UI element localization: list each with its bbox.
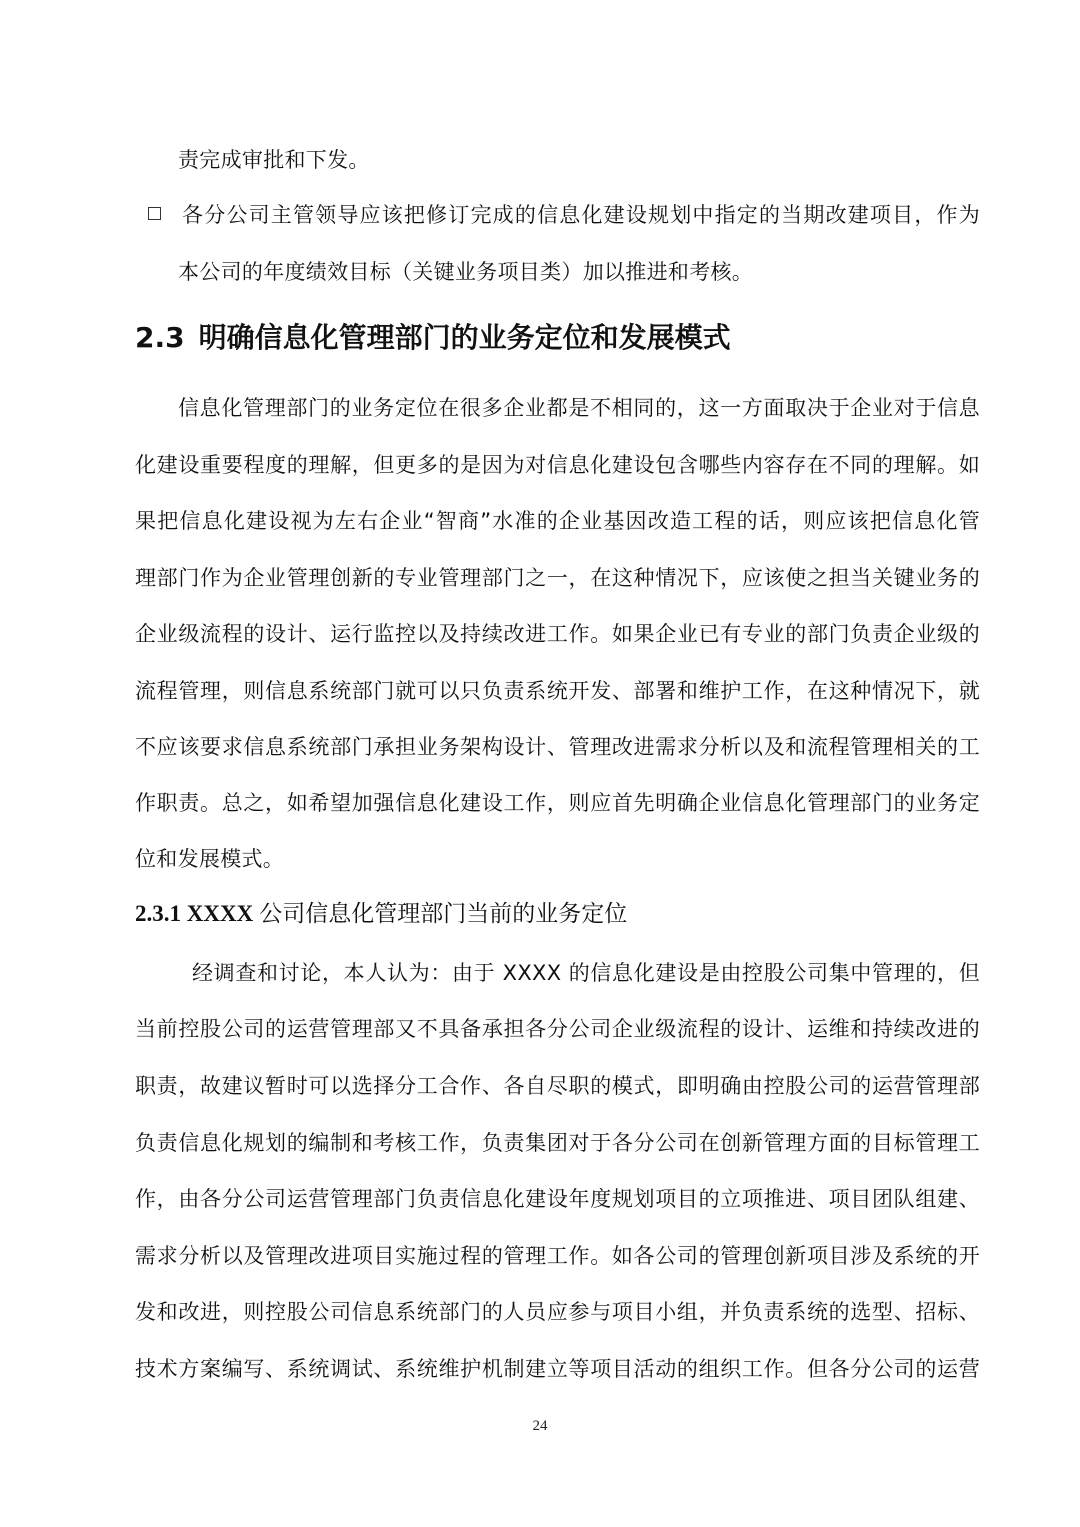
text-line: 需求分析以及管理改进项目实施过程的管理工作。如各公司的管理创新项目涉及系统的开 — [135, 1244, 980, 1268]
section-title: 明确信息化管理部门的业务定位和发展模式 — [198, 321, 731, 354]
text-line: 本公司的年度绩效目标（关键业务项目类）加以推进和考核。 — [178, 260, 754, 284]
checkbox-bullet-icon — [148, 207, 161, 220]
text-line: 发和改进，则控股公司信息系统部门的人员应参与项目小组，并负责系统的选型、招标、 — [135, 1300, 980, 1324]
text-line: 技术方案编写、系统调试、系统维护机制建立等项目活动的组织工作。但各分公司的运营 — [135, 1357, 980, 1381]
text-line: 经调查和讨论，本人认为：由于 XXXX 的信息化建设是由控股公司集中管理的，但 — [192, 961, 980, 985]
text-line: 企业级流程的设计、运行监控以及持续改进工作。如果企业已有专业的部门负责企业级的 — [135, 622, 980, 646]
text-line: 责完成审批和下发。 — [178, 148, 370, 172]
text-line: 不应该要求信息系统部门承担业务架构设计、管理改进需求分析以及和流程管理相关的工 — [135, 735, 980, 759]
subsection-heading — [135, 898, 627, 930]
text-line: 当前控股公司的运营管理部又不具备承担各分公司企业级流程的设计、运维和持续改进的 — [135, 1017, 980, 1041]
text-line: 作职责。总之，如希望加强信息化建设工作，则应首先明确企业信息化管理部门的业务定 — [135, 791, 980, 815]
text-line: 职责，故建议暂时可以选择分工合作、各自尽职的模式，即明确由控股公司的运营管理部 — [135, 1074, 980, 1098]
text-line: 作，由各分公司运营管理部门负责信息化建设年度规划项目的立项推进、项目团队组建、 — [135, 1187, 980, 1211]
subsection-number: 2.3.1 XXXX — [135, 901, 254, 926]
text-line: 位和发展模式。 — [135, 847, 285, 871]
text-line: 各分公司主管领导应该把修订完成的信息化建设规划中指定的当期改建项目，作为 — [182, 203, 980, 227]
text-line: 负责信息化规划的编制和考核工作，负责集团对于各分公司在创新管理方面的目标管理工 — [135, 1131, 980, 1155]
section-number: 2.3 — [135, 321, 185, 354]
section-heading — [135, 318, 731, 358]
text-line: 化建设重要程度的理解，但更多的是因为对信息化建设包含哪些内容存在不同的理解。如 — [135, 453, 980, 477]
text-line: 果把信息化建设视为左右企业“智商”水准的企业基因改造工程的话，则应该把信息化管 — [135, 509, 980, 533]
subsection-title: 公司信息化管理部门当前的业务定位 — [259, 901, 628, 927]
text-line: 流程管理，则信息系统部门就可以只负责系统开发、部署和维护工作，在这种情况下，就 — [135, 679, 980, 703]
page-number: 24 — [532, 1418, 548, 1434]
text-line: 理部门作为企业管理创新的专业管理部门之一，在这种情况下，应该使之担当关键业务的 — [135, 566, 980, 590]
text-line: 信息化管理部门的业务定位在很多企业都是不相同的，这一方面取决于企业对于信息 — [178, 396, 980, 420]
